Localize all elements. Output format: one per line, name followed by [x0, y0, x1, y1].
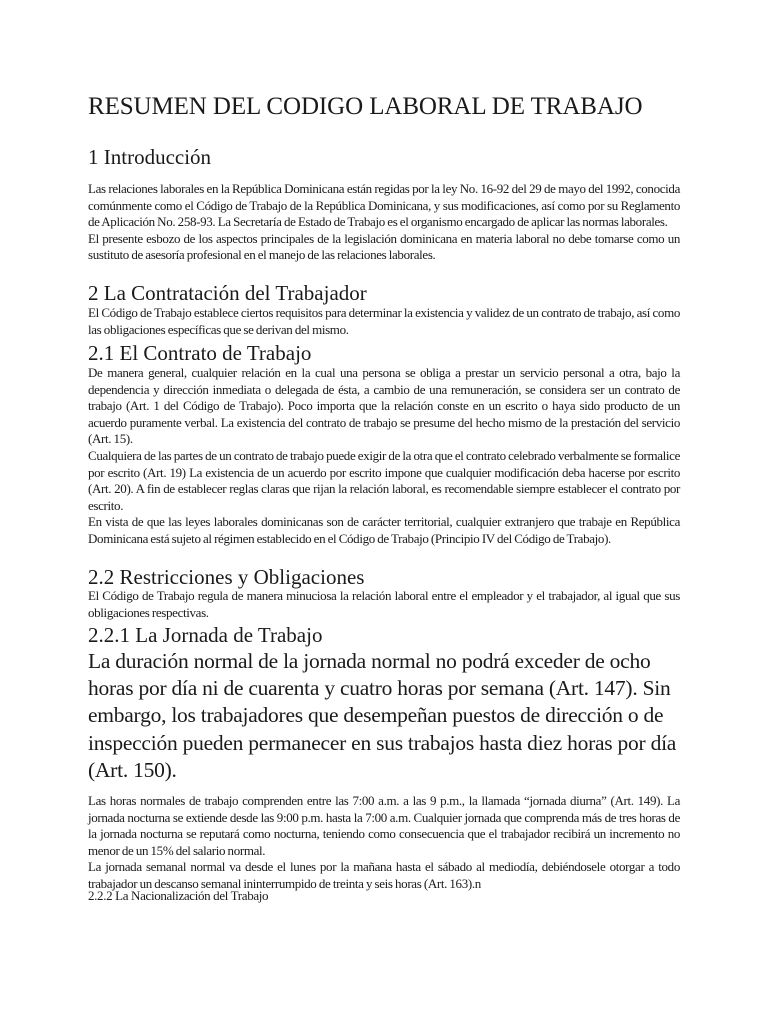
paragraph: En vista de que las leyes laborales dominicanas son de carácter territorial, cualquier extranjero que trabaje en República Dominicana está sujeto al régimen establecido en el Código de Trabajo (Principio IV del Código de Trabajo).	[88, 514, 680, 546]
section-jornada-body	[88, 793, 680, 893]
paragraph: Las relaciones laborales en la República Dominicana están regidas por la ley No. 16-92 del 29 de mayo del 1992, conocida comúnmente como el Código de Trabajo de la República Dominicana, y sus modificaciones, así como por su Reglamento de Aplicación No. 258-93. La Secretaría de Estado de Trabajo es el organismo encargado de aplicar las normas laborales.	[88, 181, 680, 230]
paragraph: Cualquiera de las partes de un contrato de trabajo puede exigir de la otra que el contrato celebrado verbalmente se formalice por escrito (Art. 19) La existencia de un acuerdo por escrito impone que cualquier modificación deba hacerse por escrito (Art. 20). A fin de establecer reglas claras que rijan la relación laboral, es recomendable siempre establecer el contrato por escrito.	[88, 447, 680, 513]
section-contrato-body	[88, 365, 680, 548]
section-introduccion-body	[88, 181, 680, 264]
paragraph: El presente esbozo de los aspectos principales de la legislación dominicana en materia laboral no debe tomarse como un sustituto de asesoría profesional en el manejo de las relaciones laborales.	[88, 230, 680, 263]
section-contratacion-body	[88, 305, 680, 338]
heading-introduccion: 1 Introducción	[88, 145, 212, 169]
heading-restricciones: 2.2 Restricciones y Obligaciones	[88, 565, 365, 589]
heading-contratacion: 2 La Contratación del Trabajador	[88, 281, 367, 305]
paragraph: Las horas normales de trabajo comprenden entre las 7:00 a.m. a las 9 p.m., la llamada “jornada diurna” (Art. 149). La jornada nocturna se extiende desde las 9:00 p.m. hasta la 7:00 a.m. Cualquier jornada que comprenda más de tres horas de la jornada nocturna se reputará como nocturna, teniendo como consecuencia que el trabajador recibirá un incremento no menor de un 15% del salario normal.	[88, 793, 680, 858]
paragraph: El Código de Trabajo establece ciertos requisitos para determinar la existencia y validez de un contrato de trabajo, así como las obligaciones específicas que se derivan del mismo.	[88, 305, 680, 337]
section-restricciones-body	[88, 588, 680, 621]
paragraph: El Código de Trabajo regula de manera minuciosa la relación laboral entre el empleador y el trabajador, al igual que sus obligaciones respectivas.	[88, 588, 680, 620]
document-title: RESUMEN DEL CODIGO LABORAL DE TRABAJO	[88, 93, 643, 120]
paragraph: La jornada semanal normal va desde el lunes por la mañana hasta el sábado al mediodía, debiéndosele otorgar a todo trabajador un descanso semanal ininterrumpido de treinta y seis horas (Art. 163).n	[88, 859, 680, 891]
jornada-lead-paragraph: La duración normal de la jornada normal no podrá exceder de ocho horas por día ni de cuarenta y cuatro horas por semana (Art. 147). Sin embargo, los trabajadores que desempeñan puestos de dirección o de inspección pueden permanecer en sus trabajos hasta diez horas por día (Art. 150).	[88, 649, 677, 782]
heading-jornada: 2.2.1 La Jornada de Trabajo	[88, 623, 323, 647]
paragraph: De manera general, cualquier relación en la cual una persona se obliga a prestar un servicio personal a otra, bajo la dependencia y dirección inmediata o delegada de ésta, a cambio de una remuneración, se considera ser un contrato de trabajo (Art. 1 del Código de Trabajo). Poco importa que la relación conste en un escrito o haya sido producto de un acuerdo puramente verbal. La existencia del contrato de trabajo se presume del hecho mismo de la prestación del servicio (Art. 15).	[88, 365, 680, 447]
heading-contrato-de-trabajo: 2.1 El Contrato de Trabajo	[88, 341, 312, 365]
heading-nacionalizacion: 2.2.2 La Nacionalización del Trabajo	[88, 888, 269, 903]
